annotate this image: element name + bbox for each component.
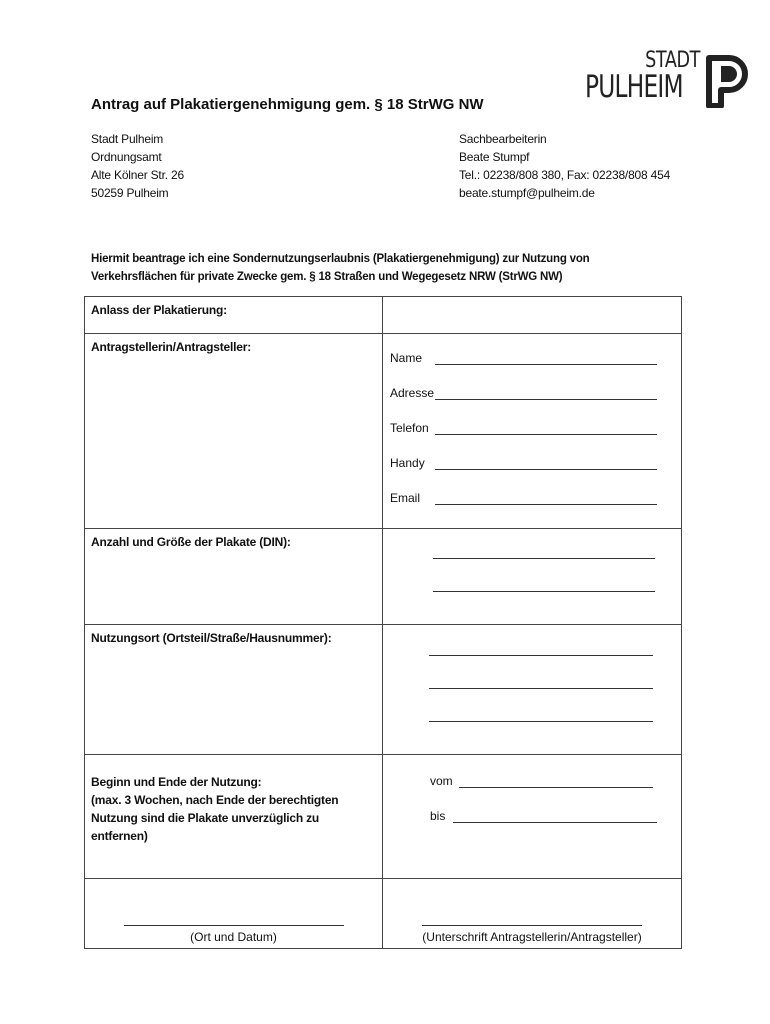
ort-datum-label: (Ort und Datum): [190, 930, 277, 944]
handy-field[interactable]: [383, 456, 681, 491]
anzahl-line-2[interactable]: [383, 591, 681, 624]
stadt-pulheim-logo: [585, 50, 753, 110]
nutzungsort-label: Nutzungsort (Ortsteil/Straße/Hausnummer):: [91, 631, 332, 645]
ort-datum-field[interactable]: [85, 879, 383, 949]
contact-line: Beate Stumpf: [459, 150, 530, 164]
nutzungsort-line-1[interactable]: [383, 655, 681, 688]
handy-label: Handy: [390, 456, 425, 470]
contact-line: Tel.: 02238/808 380, Fax: 02238/808 454: [459, 168, 671, 182]
email-field[interactable]: [383, 491, 681, 526]
vom-field[interactable]: [383, 774, 681, 809]
beginn-ende-line: (max. 3 Wochen, nach Ende der berechtigten: [91, 793, 339, 807]
vom-label: vom: [430, 774, 453, 788]
name-field[interactable]: [383, 351, 681, 386]
beginn-ende-line: Beginn und Ende der Nutzung:: [91, 775, 262, 789]
adresse-label: Adresse: [390, 386, 435, 400]
telefon-label: Telefon: [390, 421, 429, 435]
email-label: Email: [390, 491, 421, 505]
beginn-ende-line: Nutzung sind die Plakate unverzüglich zu: [91, 811, 320, 825]
anlass-field[interactable]: [383, 297, 682, 334]
logo-bottom-word: PULHEIM: [585, 69, 683, 105]
address-line: Ordnungsamt: [91, 150, 162, 164]
logo-top-word: STADT: [645, 48, 700, 73]
adresse-field[interactable]: [383, 386, 681, 421]
contact-email: beate.stumpf@pulheim.de: [459, 186, 595, 200]
authority-address: [91, 130, 184, 202]
beginn-ende-line: entfernen): [91, 829, 148, 843]
application-table: [84, 296, 682, 949]
pulheim-p-icon: [705, 52, 751, 108]
contact-line: Sachbearbeiterin: [459, 132, 547, 146]
telefon-field[interactable]: [383, 421, 681, 456]
page-title: Antrag auf Plakatiergenehmigung gem. § 18 StrWG NW: [91, 96, 484, 113]
intro-statement: Hiermit beantrage ich eine Sondernutzungserlaubnis (Plakatiergenehmigung) zur Nutzung von Verkehrsflächen für private Zwecke gem. § 18 Straßen und Wegegesetz NRW (StrWG NW): [91, 253, 590, 283]
address-line: Stadt Pulheim: [91, 132, 164, 146]
unterschrift-label: (Unterschrift Antragstellerin/Antragsteller): [422, 930, 642, 944]
nutzungsort-line-2[interactable]: [383, 688, 681, 721]
address-line: 50259 Pulheim: [91, 186, 169, 200]
bis-label: bis: [430, 809, 446, 823]
antragsteller-label: Antragstellerin/Antragsteller:: [91, 340, 252, 354]
anlass-label: Anlass der Plakatierung:: [91, 303, 227, 317]
nutzungsort-line-3[interactable]: [383, 721, 681, 754]
unterschrift-field[interactable]: [383, 879, 682, 949]
beginn-ende-label: [85, 755, 382, 849]
bis-field[interactable]: [383, 809, 681, 844]
anzahl-line-1[interactable]: [383, 558, 681, 591]
address-line: Alte Kölner Str. 26: [91, 168, 184, 182]
anzahl-label: Anzahl und Größe der Plakate (DIN):: [91, 535, 291, 549]
name-label: Name: [390, 351, 423, 365]
contact-person: [459, 130, 670, 202]
